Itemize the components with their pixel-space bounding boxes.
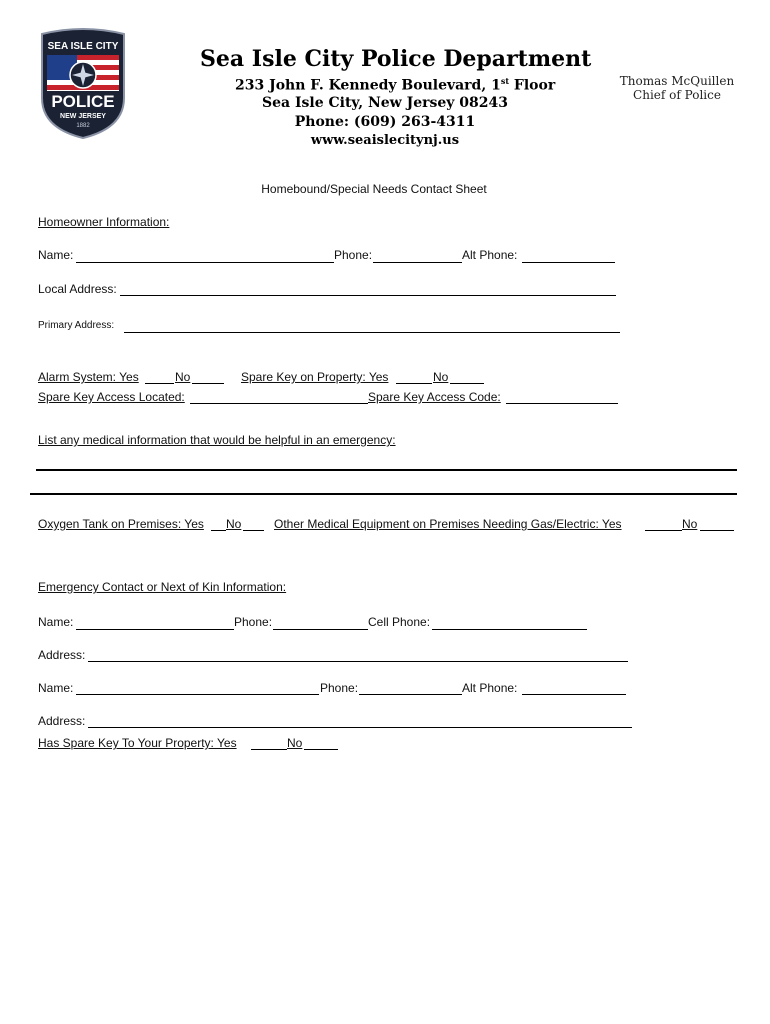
homeowner-heading: Homeowner Information: xyxy=(38,215,170,229)
contact2-alt-phone-field[interactable] xyxy=(522,694,626,695)
contact2-alt-phone-label: Alt Phone: xyxy=(462,681,518,695)
logo-year: 1882 xyxy=(76,123,90,129)
contact2-address-label: Address: xyxy=(38,714,86,728)
spare-key-located-field[interactable] xyxy=(190,403,368,404)
contact2-phone-field[interactable] xyxy=(359,694,462,695)
address-floor: Floor xyxy=(509,77,556,94)
spare-key-located-label: Spare Key Access Located: xyxy=(38,390,185,404)
has-spare-key-yes-label: Has Spare Key To Your Property: Yes xyxy=(38,736,237,750)
spare-key-yes-label: Spare Key on Property: Yes xyxy=(241,370,389,384)
primary-address-field[interactable] xyxy=(124,332,620,333)
has-spare-key-no-field[interactable] xyxy=(304,749,338,750)
homeowner-phone-field[interactable] xyxy=(373,262,462,263)
homeowner-phone-label: Phone: xyxy=(334,248,373,262)
local-address-field[interactable] xyxy=(120,295,616,296)
has-spare-key-yes-field[interactable] xyxy=(251,749,287,750)
contact1-name-field[interactable] xyxy=(76,629,234,630)
chief-name: Thomas McQuillen xyxy=(619,74,735,88)
department-address xyxy=(235,76,556,94)
alarm-no-field[interactable] xyxy=(192,383,224,384)
has-spare-key-no-label: No xyxy=(287,736,303,750)
oxygen-no-field[interactable] xyxy=(243,530,264,531)
chief-title: Chief of Police xyxy=(633,88,721,102)
department-name: Sea Isle City Police Department xyxy=(200,46,592,72)
medical-info-line-2[interactable] xyxy=(30,493,737,495)
contact1-phone-field[interactable] xyxy=(273,629,368,630)
spare-key-code-label: Spare Key Access Code: xyxy=(368,390,501,404)
other-equipment-no-field[interactable] xyxy=(700,530,734,531)
contact1-cell-field[interactable] xyxy=(432,629,587,630)
logo-top-text: SEA ISLE CITY xyxy=(47,41,119,52)
other-equipment-yes-field[interactable] xyxy=(645,530,682,531)
contact1-address-label: Address: xyxy=(38,648,86,662)
logo-sub-text: NEW JERSEY xyxy=(60,113,106,120)
medical-info-label: List any medical information that would be helpful in an emergency: xyxy=(38,433,396,447)
contact1-address-field[interactable] xyxy=(88,661,628,662)
address-line: 233 John F. Kennedy Boulevard, 1 xyxy=(235,77,501,94)
other-equipment-no-label: No xyxy=(682,517,698,531)
emergency-heading: Emergency Contact or Next of Kin Information: xyxy=(38,580,287,594)
homeowner-name-label: Name: xyxy=(38,248,74,262)
logo-main-text: POLICE xyxy=(51,92,115,111)
oxygen-yes-label: Oxygen Tank on Premises: Yes xyxy=(38,517,204,531)
alarm-no-label: No xyxy=(175,370,191,384)
spare-key-no-label: No xyxy=(433,370,449,384)
contact1-cell-label: Cell Phone: xyxy=(368,615,431,629)
medical-info-line-1[interactable] xyxy=(36,469,737,471)
contact2-name-label: Name: xyxy=(38,681,74,695)
contact2-name-field[interactable] xyxy=(76,694,319,695)
police-badge-logo xyxy=(36,28,130,140)
contact2-address-field[interactable] xyxy=(88,727,632,728)
address-sup: st xyxy=(500,76,510,86)
alarm-yes-field[interactable] xyxy=(145,383,174,384)
contact1-name-label: Name: xyxy=(38,615,74,629)
other-equipment-yes-label: Other Medical Equipment on Premises Needing Gas/Electric: Yes xyxy=(274,517,622,531)
homeowner-name-field[interactable] xyxy=(76,262,334,263)
department-city: Sea Isle City, New Jersey 08243 xyxy=(261,95,508,111)
local-address-label: Local Address: xyxy=(38,282,117,296)
contact2-phone-label: Phone: xyxy=(320,681,359,695)
contact1-phone-label: Phone: xyxy=(234,615,273,629)
alarm-yes-label: Alarm System: Yes xyxy=(38,370,139,384)
oxygen-no-label: No xyxy=(226,517,242,531)
homeowner-alt-phone-label: Alt Phone: xyxy=(462,248,518,262)
department-website[interactable]: www.seaislecitynj.us xyxy=(310,133,460,148)
homeowner-alt-phone-field[interactable] xyxy=(522,262,615,263)
primary-address-label: Primary Address: xyxy=(38,320,115,331)
spare-key-code-field[interactable] xyxy=(506,403,618,404)
spare-key-yes-field[interactable] xyxy=(396,383,432,384)
department-phone: Phone: (609) 263-4311 xyxy=(294,114,476,130)
oxygen-yes-field[interactable] xyxy=(211,530,226,531)
spare-key-no-field[interactable] xyxy=(450,383,484,384)
form-title: Homebound/Special Needs Contact Sheet xyxy=(261,182,487,196)
